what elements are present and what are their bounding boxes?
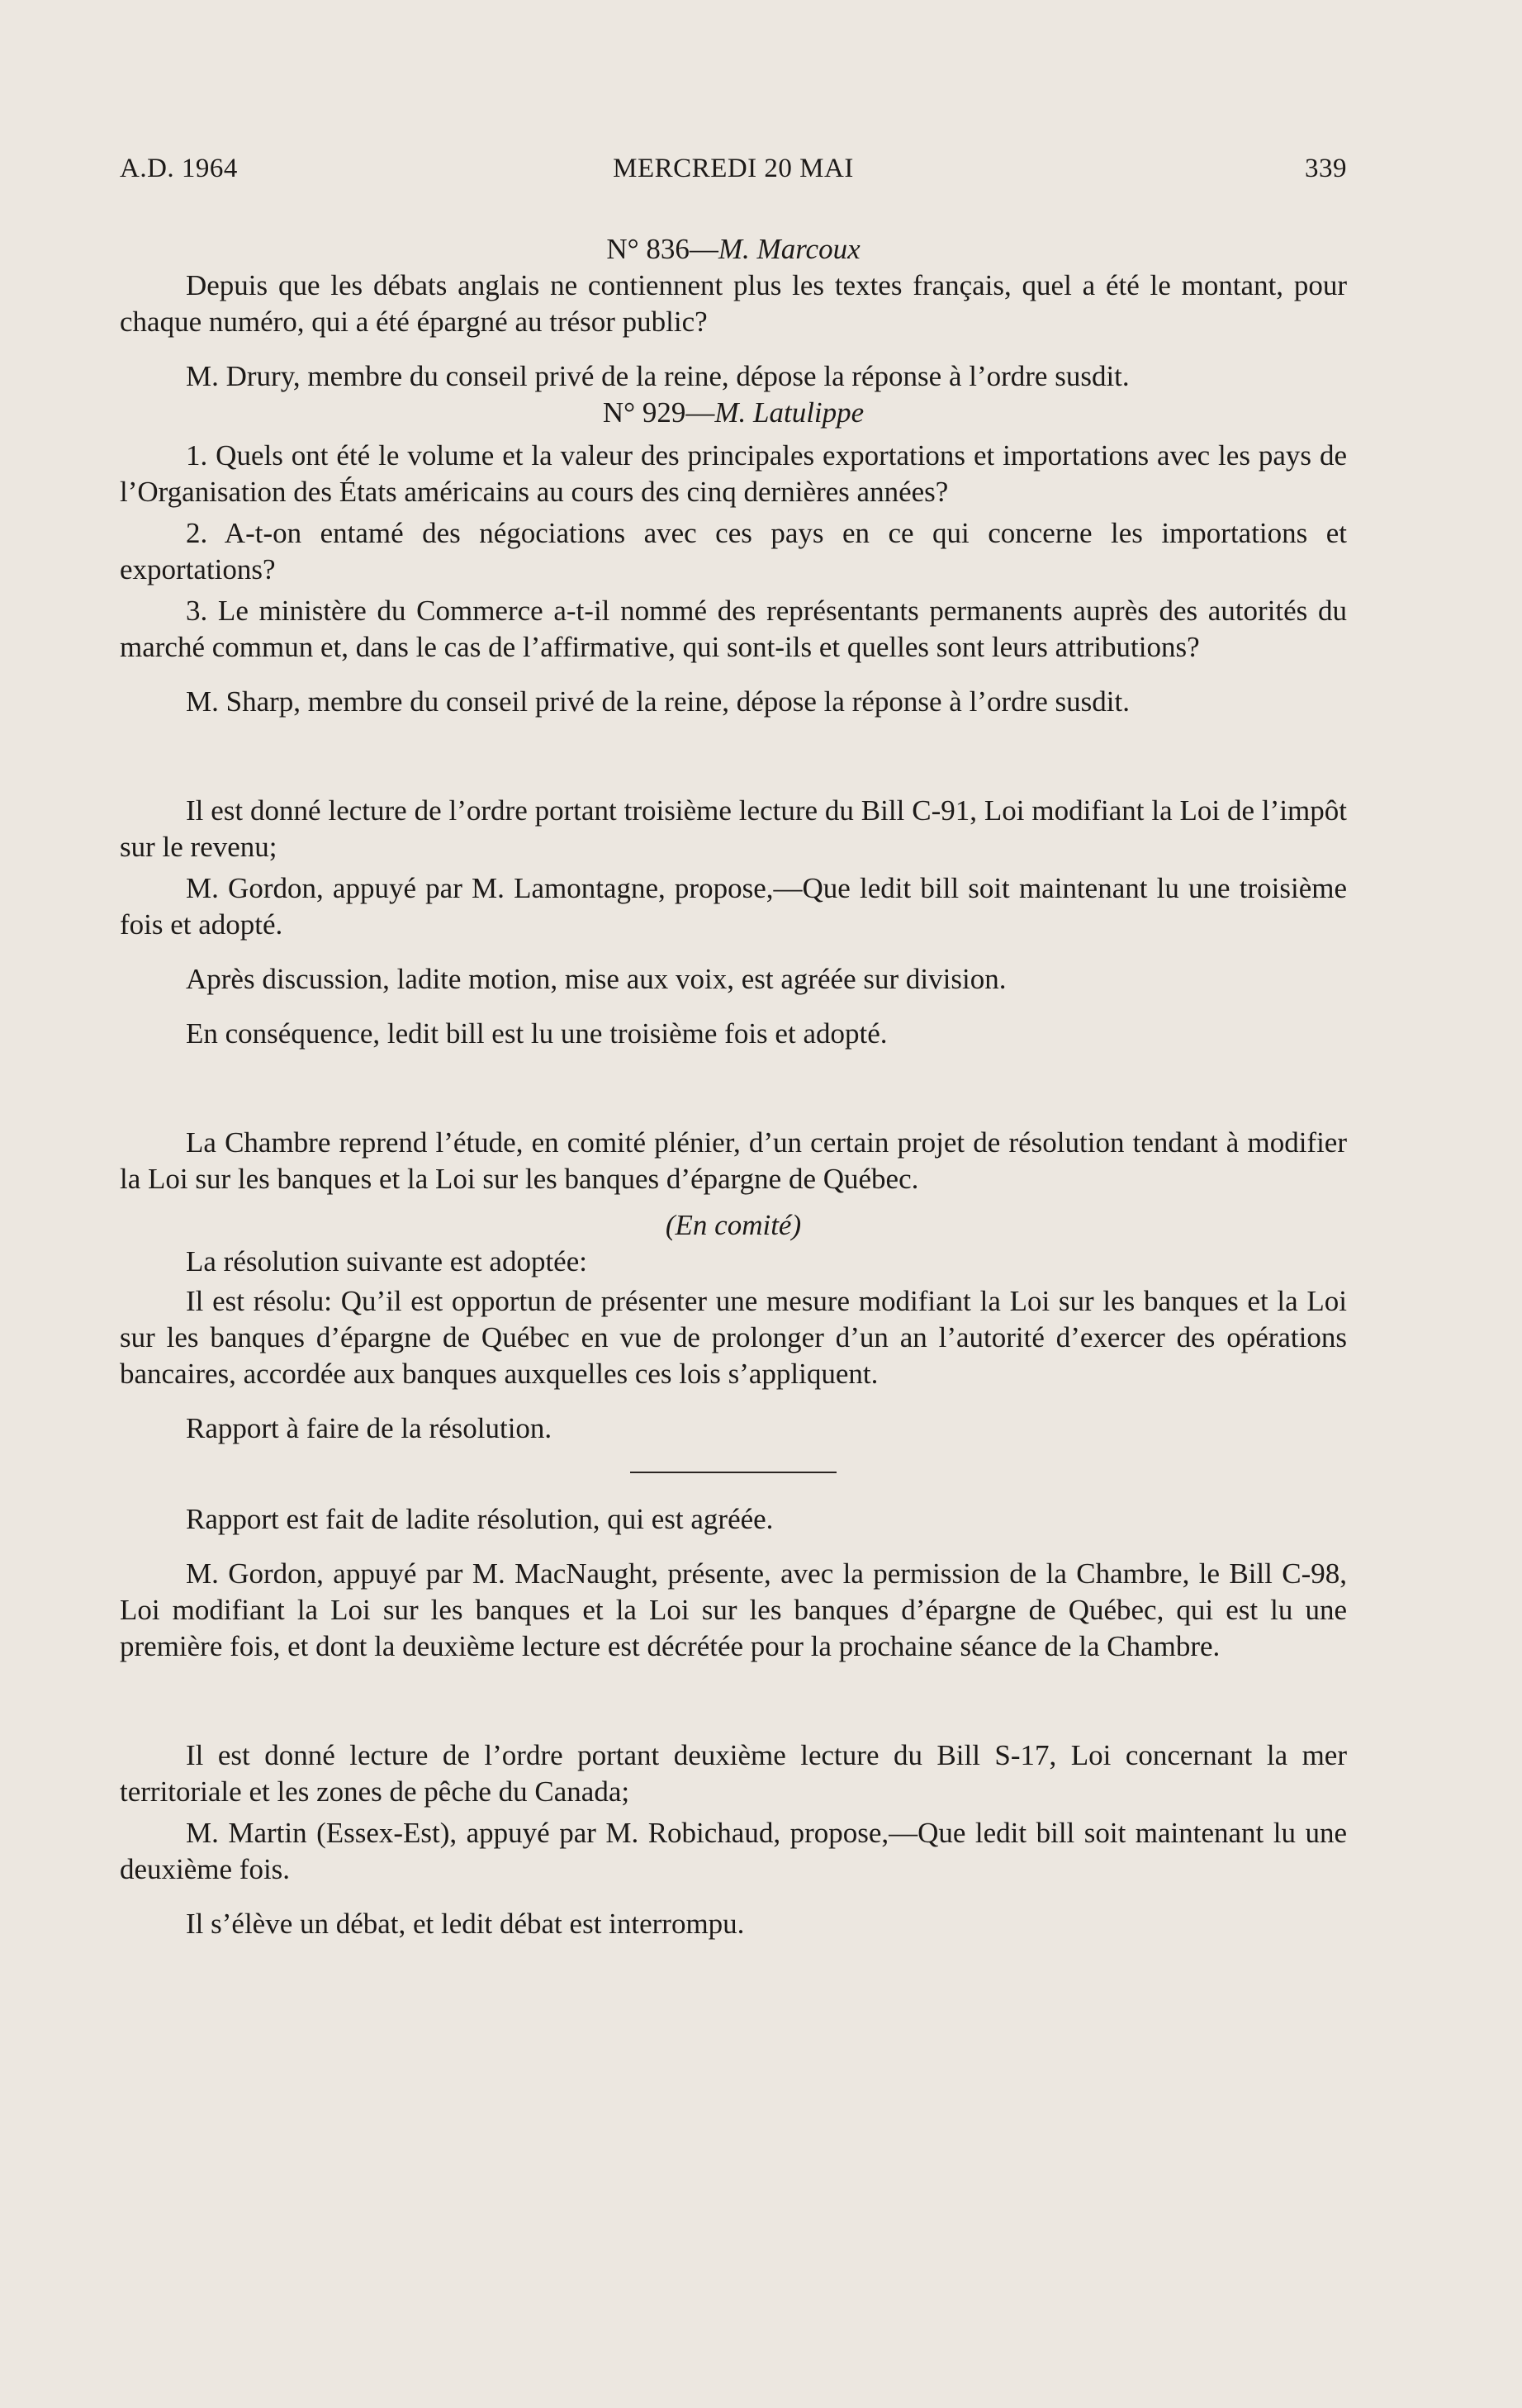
question-929-item-3: 3. Le ministère du Commerce a-t-il nommé des représentants permanents auprès des autorités du marché commun et, dans le cas de l’affirmative, qui sont-ils et quelles sont leurs attributions? [120, 595, 1347, 663]
question-929-item-1: 1. Quels ont été le volume et la valeur des principales exportations et importations avec les pays de l’Organisation des États américains au cours des cinq dernières années? [120, 439, 1347, 508]
bill-c91-motion: M. Gordon, appuyé par M. Lamontagne, propose,—Que ledit bill soit maintenant lu une troisième fois et adopté. [120, 872, 1347, 941]
bill-c91-reading-order: Il est donné lecture de l’ordre portant troisième lecture du Bill C-91, Loi modifiant la Loi de l’impôt sur le revenu; [120, 794, 1347, 863]
question-number: N° 836— [606, 233, 718, 265]
resolution-report: Rapport à faire de la résolution. [186, 1412, 552, 1444]
question-836-text: Depuis que les débats anglais ne contiennent plus les textes français, quel a été le montant, pour chaque numéro, qui a été épargné au trésor public? [120, 269, 1347, 338]
page-body [120, 231, 1347, 1942]
resolution-text: Il est résolu: Qu’il est opportun de présenter une mesure modifiant la Loi sur les banques et la Loi sur les banques d’épargne de Québec en vue de prolonger d’un an l’autorité d’exercer des opérations bancaires, accordée aux banques auxquelles ces lois s’appliquent. [120, 1285, 1347, 1390]
page-number: 339 [1305, 154, 1347, 183]
committee-heading: (En comité) [665, 1209, 802, 1241]
page-header [120, 154, 1347, 195]
bill-s17-debate: Il s’élève un débat, et ledit débat est interrompu. [186, 1908, 745, 1940]
question-author: M. Marcoux [718, 233, 861, 265]
section-divider [630, 1472, 837, 1473]
header-year: A.D. 1964 [120, 154, 238, 183]
question-836-answer: M. Drury, membre du conseil privé de la reine, dépose la réponse à l’ordre susdit. [186, 360, 1130, 392]
bill-s17-motion: M. Martin (Essex-Est), appuyé par M. Robichaud, propose,—Que ledit bill soit maintenant lu une deuxième fois. [120, 1817, 1347, 1885]
bill-c98-introduction: M. Gordon, appuyé par M. MacNaught, présente, avec la permission de la Chambre, le Bill C-98, Loi modifiant la Loi sur les banques et la Loi sur les banques d’épargne de Québec, qui est lu une première fois, et dont la deuxième lecture est décrétée pour la prochaine séance de la Chambre. [120, 1557, 1347, 1662]
bill-s17-reading-order: Il est donné lecture de l’ordre portant deuxième lecture du Bill S-17, Loi concernant la mer territoriale et les zones de pêche du Canada; [120, 1739, 1347, 1808]
report-made: Rapport est fait de ladite résolution, qui est agréée. [186, 1503, 774, 1535]
resolution-adopted: La résolution suivante est adoptée: [186, 1245, 587, 1277]
question-author: M. Latulippe [714, 396, 865, 429]
question-929-item-2: 2. A-t-on entamé des négociations avec ces pays en ce qui concerne les importations et exportations? [120, 517, 1347, 585]
question-929-title [120, 395, 1347, 431]
committee-resumes: La Chambre reprend l’étude, en comité plénier, d’un certain projet de résolution tendant à modifier la Loi sur les banques et la Loi sur les banques d’épargne de Québec. [120, 1126, 1347, 1195]
question-836-title [120, 231, 1347, 268]
question-number: N° 929— [602, 396, 715, 429]
bill-c91-vote: Après discussion, ladite motion, mise aux voix, est agréée sur division. [186, 963, 1007, 995]
question-929-answer: M. Sharp, membre du conseil privé de la reine, dépose la réponse à l’ordre susdit. [186, 685, 1130, 718]
header-date: MERCREDI 20 MAI [613, 154, 854, 183]
bill-c91-adopted: En conséquence, ledit bill est lu une troisième fois et adopté. [186, 1017, 888, 1050]
